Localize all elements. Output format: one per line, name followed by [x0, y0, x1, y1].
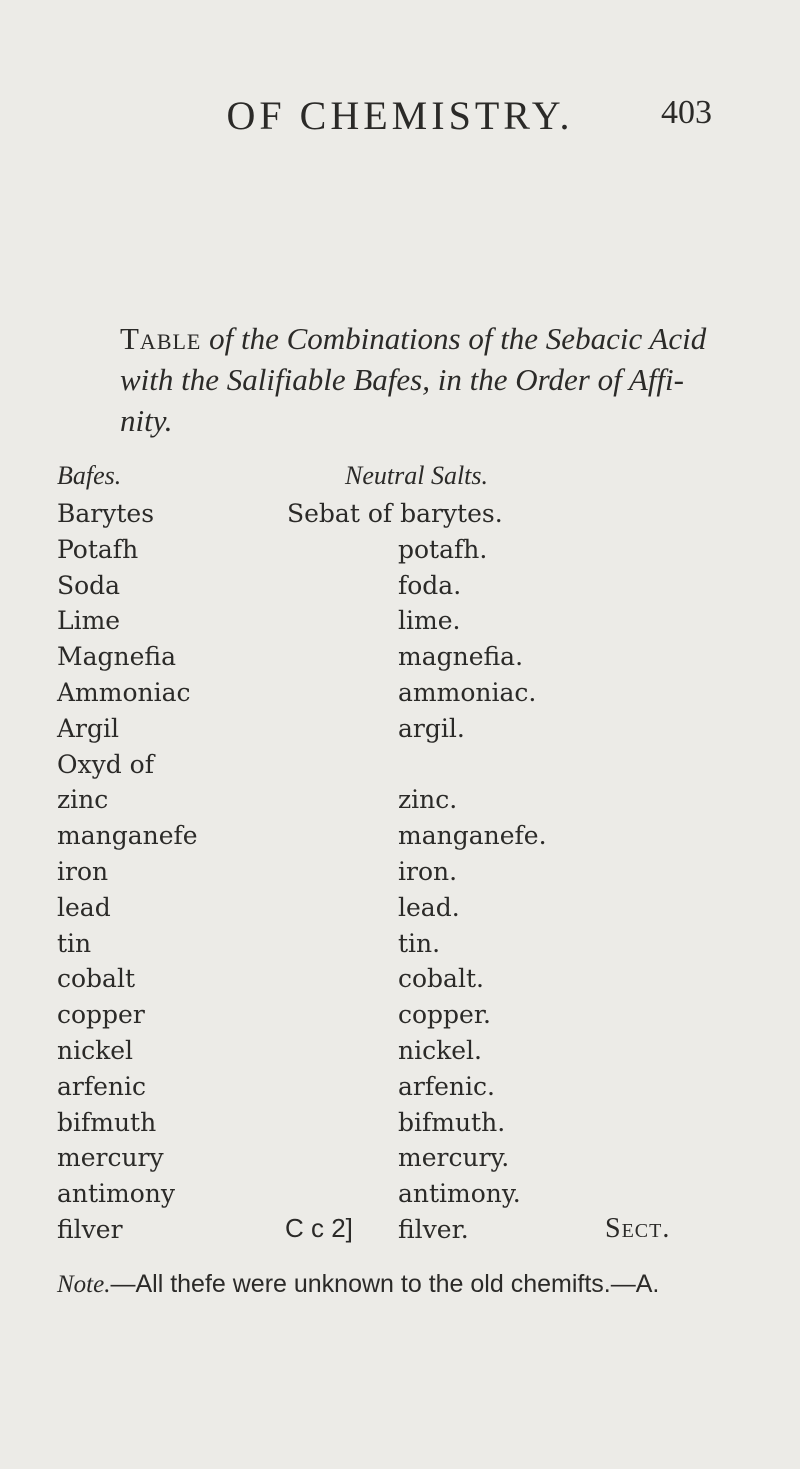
base-cell: Ammoniac [57, 678, 191, 707]
base-cell: tin [57, 929, 92, 958]
base-cell: filver [57, 1215, 123, 1244]
base-cell: antimony [57, 1179, 176, 1208]
salt-cell: nickel. [398, 1036, 482, 1065]
base-cell: zinc [57, 785, 109, 814]
table-title [120, 318, 720, 441]
note-label: Note. [57, 1271, 111, 1298]
note-text: —All thefe were unknown to the old chemifts.—A. [110, 1270, 660, 1298]
base-cell: mercury [57, 1143, 164, 1172]
column-header-salts: Neutral Salts. [345, 461, 489, 490]
salt-cell: Sebat of barytes. [287, 499, 503, 528]
signature-mark: C c 2] [285, 1213, 353, 1243]
base-cell: Magnefia [57, 642, 176, 671]
salt-cell: lime. [398, 606, 461, 635]
salt-cell: filver. [398, 1215, 469, 1244]
base-cell: Soda [57, 571, 121, 600]
base-cell: lead [57, 893, 111, 922]
page-number: 403 [661, 94, 712, 131]
salt-cell: argil. [398, 714, 465, 743]
base-cell: Argil [57, 714, 119, 743]
footnote [57, 1270, 777, 1299]
salt-cell: mercury. [398, 1143, 510, 1172]
salt-cell: cobalt. [398, 964, 484, 993]
base-cell: cobalt [57, 964, 136, 993]
base-cell: Barytes [57, 499, 155, 528]
base-cell: manganefe [57, 821, 198, 850]
salt-cell: foda. [398, 571, 462, 600]
catchword: Sect. [605, 1213, 671, 1244]
base-cell: iron [57, 857, 109, 886]
salt-cell: tin. [398, 929, 441, 958]
salt-cell: arfenic. [398, 1072, 495, 1101]
salt-cell: ammoniac. [398, 678, 537, 707]
title-lead: Table [120, 321, 202, 356]
base-cell: copper [57, 1000, 145, 1029]
salt-cell: bifmuth. [398, 1108, 506, 1137]
salt-cell: copper. [398, 1000, 492, 1029]
base-cell: arfenic [57, 1072, 147, 1101]
salt-cell: antimony. [398, 1179, 521, 1208]
base-cell: Lime [57, 606, 121, 635]
base-cell: nickel [57, 1036, 134, 1065]
salt-cell: lead. [398, 893, 460, 922]
base-cell: Potafh [57, 535, 139, 564]
salt-cell: magnefia. [398, 642, 524, 671]
salt-cell: zinc. [398, 785, 458, 814]
salt-cell: manganefe. [398, 821, 547, 850]
base-cell: bifmuth [57, 1108, 157, 1137]
column-header-bases: Bafes. [57, 461, 122, 490]
salt-cell: potafh. [398, 535, 488, 564]
running-header [90, 92, 710, 139]
salt-cell: iron. [398, 857, 458, 886]
base-cell: Oxyd of [57, 750, 154, 779]
running-title: OF CHEMISTRY. [226, 93, 574, 138]
title-text: of the Combinations of the Sebacic Acid with the Salifiable Bafes, in the Order of Affi-nity. [120, 321, 707, 438]
